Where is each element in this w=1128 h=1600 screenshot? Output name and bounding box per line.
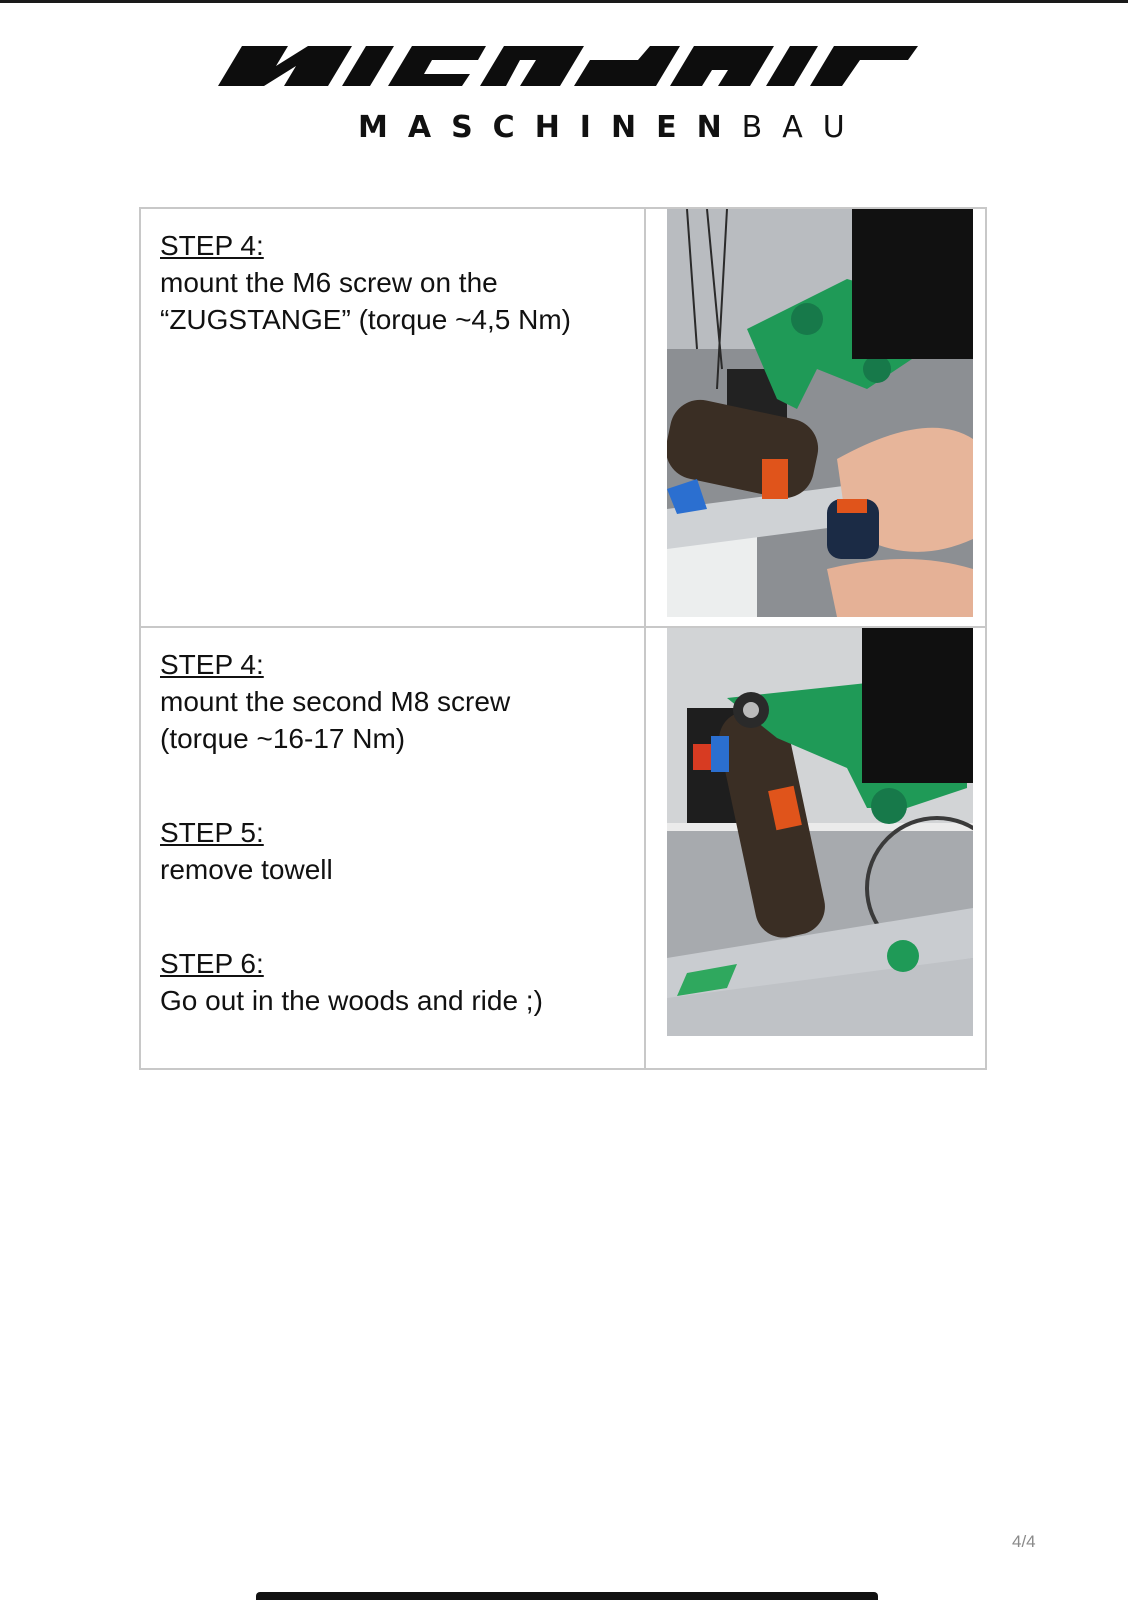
instruction-row <box>140 208 986 627</box>
nicolai-wordmark-logo <box>218 40 918 92</box>
step-text: mount the M6 screw on the “ZUGSTANGE” (torque ~4,5 Nm) <box>160 267 572 335</box>
step-text: mount the second M8 screw (torque ~16-17 Nm) <box>160 686 511 754</box>
instruction-text-cell <box>140 627 645 1069</box>
step-title: STEP 4: <box>160 230 264 261</box>
brand-subtitle <box>358 110 865 150</box>
step-title: STEP 6: <box>160 948 264 979</box>
brand-logo <box>218 40 918 150</box>
page-number: 4/4 <box>1012 1532 1036 1551</box>
mounted-link-photo <box>667 628 973 1036</box>
instruction-text-cell <box>140 208 645 627</box>
step-title: STEP 4: <box>160 649 264 680</box>
step-title: STEP 5: <box>160 817 264 848</box>
torque-wrench-photo <box>667 209 973 617</box>
instruction-table <box>139 207 987 1070</box>
brand-subtitle-bold: MASCHINEN <box>358 110 742 145</box>
instruction-row <box>140 627 986 1069</box>
instruction-photo-cell <box>645 627 986 1069</box>
step-text: Go out in the woods and ride ;) <box>160 985 543 1016</box>
brand-subtitle-light: BAU <box>741 110 865 145</box>
top-edge-bar <box>0 0 1128 3</box>
step-text: remove towell <box>160 854 333 885</box>
home-indicator-bar[interactable] <box>256 1592 878 1600</box>
instruction-photo-cell <box>645 208 986 627</box>
